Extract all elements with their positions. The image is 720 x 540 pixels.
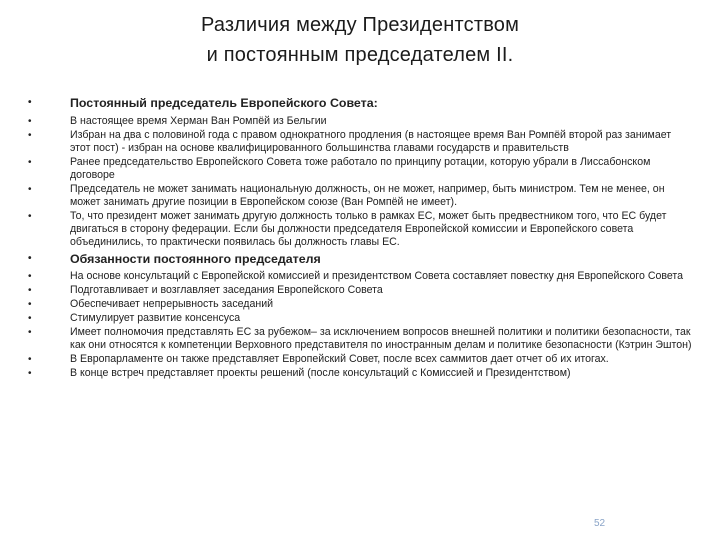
title-line-1: Различия между Президентством bbox=[200, 14, 520, 36]
list-item bbox=[28, 183, 692, 209]
list-item-text: Обязанности постоянного председателя bbox=[70, 252, 321, 266]
list-item-text: Постоянный председатель Европейского Совета: bbox=[70, 96, 378, 110]
list-item-text: То, что президент может занимать другую должность только в рамках ЕС, может быть предвестником того, что ЕС будет двигаться в сторону федерации. Если бы должности председателя Европейской комиссии и Европейского совета объединились, то практически появилась бы должность главы ЕС. bbox=[70, 210, 667, 248]
bullet-marker: • bbox=[28, 285, 32, 296]
list-item-text: Подготавливает и возглавляет заседания Европейского Совета bbox=[70, 284, 383, 296]
list-item bbox=[28, 326, 692, 352]
list-item-text: Имеет полномочия представлять ЕС за рубежом– за исключением вопросов внешней политики и политики безопасности, так как они относятся к компетенции Верховного представителя по иностранным делам и политике безопасности (Кэтрин Эштон) bbox=[70, 326, 692, 351]
list-item bbox=[28, 284, 692, 297]
bullet-marker: • bbox=[28, 354, 32, 365]
list-item-text: Председатель не может занимать национальную должность, он не может, например, быть министром. Тем не менее, он может занимать другие позиции в Европейском союзе (Ван Ромпёй не имеет). bbox=[70, 183, 665, 208]
bullet-marker: • bbox=[28, 327, 32, 338]
list-item-text: На основе консультаций с Европейской комиссией и президентством Совета составляет повестку дня Европейского Совета bbox=[70, 270, 684, 282]
slide-title bbox=[0, 10, 720, 70]
bullet-list bbox=[28, 95, 692, 381]
list-item-text: В Европарламенте он также представляет Европейский Совет, после всех саммитов дает отчет об их итогах. bbox=[70, 353, 609, 365]
list-item-text: В конце встреч представляет проекты решений (после консультаций с Комиссией и Президентством) bbox=[70, 367, 571, 379]
page-number: 52 bbox=[594, 518, 606, 529]
list-item-text: Стимулирует развитие консенсуса bbox=[70, 312, 241, 324]
list-item bbox=[28, 210, 692, 249]
list-item bbox=[28, 156, 692, 182]
list-item bbox=[28, 312, 692, 325]
bullet-marker: • bbox=[28, 116, 32, 127]
list-item bbox=[28, 115, 692, 128]
list-item bbox=[28, 367, 692, 380]
bullet-marker: • bbox=[28, 97, 32, 108]
bullet-marker: • bbox=[28, 211, 32, 222]
section-heading-chairman bbox=[28, 95, 692, 111]
list-item-text: Обеспечивает непрерывность заседаний bbox=[70, 298, 274, 310]
title-line-2: и постоянным председателем II. bbox=[206, 44, 514, 66]
bullet-marker: • bbox=[28, 253, 32, 264]
bullet-marker: • bbox=[28, 299, 32, 310]
list-item bbox=[28, 270, 692, 283]
list-item-text: В настоящее время Херман Ван Ромпёй из Бельгии bbox=[70, 115, 327, 127]
list-item-text: Избран на два с половиной года с правом однократного продления (в настоящее время Ван Ромпёй второй раз занимает этот пост) - избран на основе квалифицированного большинства главами государств и правительств bbox=[70, 129, 672, 154]
bullet-marker: • bbox=[28, 157, 32, 168]
section-heading-duties bbox=[28, 251, 692, 267]
bullet-marker: • bbox=[28, 130, 32, 141]
list-item bbox=[28, 298, 692, 311]
bullet-marker: • bbox=[28, 313, 32, 324]
list-item bbox=[28, 353, 692, 366]
list-item bbox=[28, 129, 692, 155]
bullet-marker: • bbox=[28, 271, 32, 282]
bullet-marker: • bbox=[28, 368, 32, 379]
list-item-text: Ранее председательство Европейского Совета тоже работало по принципу ротации, которую убрали в Лиссабонском договоре bbox=[70, 156, 651, 181]
bullet-marker: • bbox=[28, 184, 32, 195]
